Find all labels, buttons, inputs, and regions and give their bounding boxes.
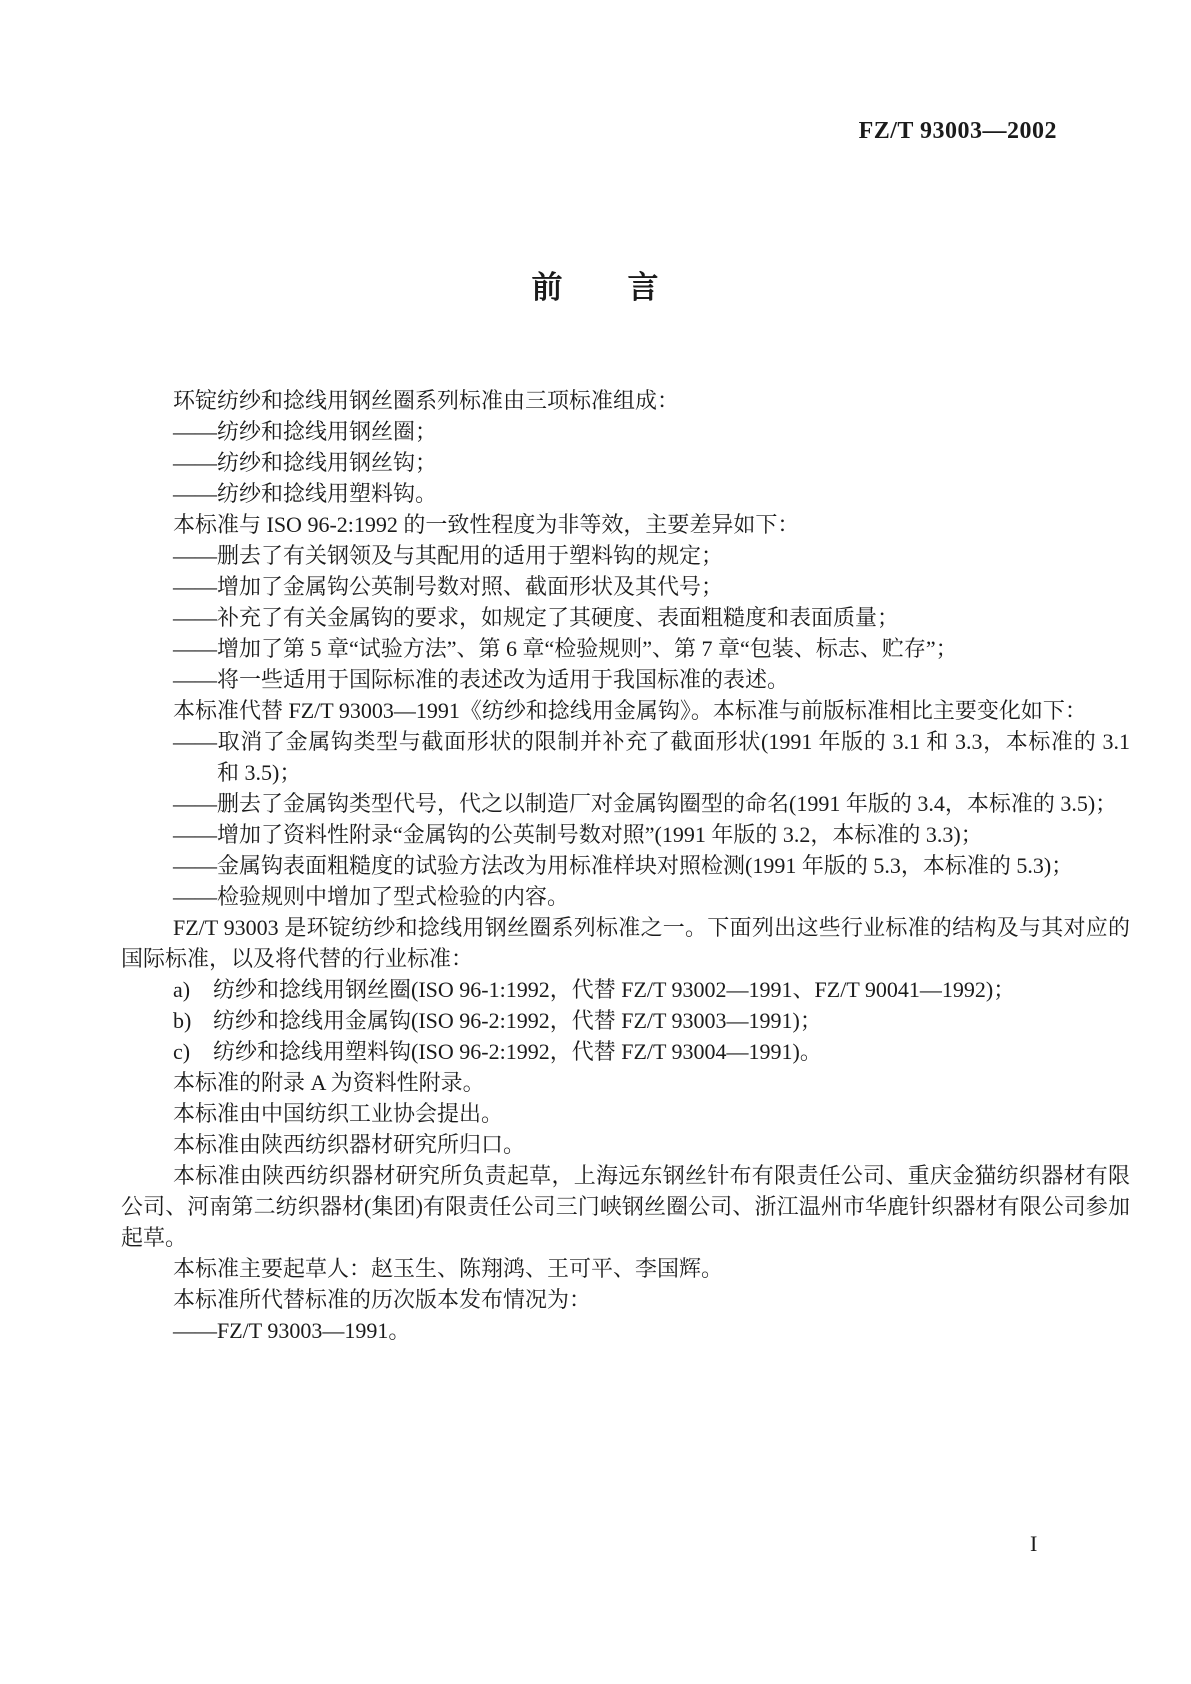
dash-list-item: ——取消了金属钩类型与截面形状的限制并补充了截面形状(1991 年版的 3.1 和 3.3，本标准的 3.1 和 3.5)； [173,729,1130,785]
list-item-label: b) [173,1008,192,1033]
paragraph: 本标准主要起草人：赵玉生、陈翔鸿、王可平、李国辉。 [173,1256,724,1281]
page-number: I [1030,1531,1038,1556]
standard-code-header: FZ/T 93003—2002 [858,118,1057,144]
paragraph: 本标准由陕西纺织器材研究所归口。 [173,1132,526,1157]
list-item-label: c) [173,1039,191,1064]
lettered-list-item [121,1005,1130,1036]
dash-list-item: ——增加了金属钩公英制号数对照、截面形状及其代号； [173,574,724,599]
list-item-text: 纺纱和捻线用金属钩(ISO 96-2:1992，代替 FZ/T 93003—1991)； [213,1008,822,1033]
dash-list-item: ——金属钩表面粗糙度的试验方法改为用标准样块对照检测(1991 年版的 5.3，本标准的 5.3)； [173,853,1074,878]
paragraph: 本标准由陕西纺织器材研究所负责起草，上海远东钢丝针布有限责任公司、重庆金猫纺织器材有限公司、河南第二纺织器材(集团)有限责任公司三门峡钢丝圈公司、浙江温州市华鹿针织器材有限公司参加起草。 [121,1163,1130,1250]
paragraph: FZ/T 93003 是环锭纺纱和捻线用钢丝圈系列标准之一。下面列出这些行业标准的结构及与其对应的国际标准，以及将代替的行业标准： [121,915,1130,971]
dash-list-item: ——补充了有关金属钩的要求，如规定了其硬度、表面粗糙度和表面质量； [173,605,900,630]
paragraph: 本标准所代替标准的历次版本发布情况为： [173,1287,592,1312]
dash-list-item: ——删去了有关钢领及与其配用的适用于塑料钩的规定； [173,543,724,568]
dash-list-item: ——删去了金属钩类型代号，代之以制造厂对金属钩圈型的命名(1991 年版的 3.4，本标准的 3.5)； [173,791,1118,816]
lettered-list-item [121,1036,1130,1067]
list-item-text: 纺纱和捻线用塑料钩(ISO 96-2:1992，代替 FZ/T 93004—1991)。 [213,1039,822,1064]
dash-list-item: ——FZ/T 93003—1991。 [173,1318,411,1343]
list-item-text: 纺纱和捻线用钢丝圈(ISO 96-1:1992，代替 FZ/T 93002—1991、FZ/T 90041—1992)； [213,977,1016,1002]
dash-list-item: ——纺纱和捻线用钢丝钩； [173,450,438,475]
lettered-list-item [121,974,1130,1005]
dash-list-item: ——将一些适用于国际标准的表述改为适用于我国标准的表述。 [173,667,790,692]
dash-list-item: ——检验规则中增加了型式检验的内容。 [173,884,570,909]
paragraph: 本标准由中国纺织工业协会提出。 [173,1101,504,1126]
foreword-paragraphs [121,385,1130,1346]
dash-list-item: ——纺纱和捻线用钢丝圈； [173,419,438,444]
paragraph: 本标准与 ISO 96-2:1992 的一致性程度为非等效，主要差异如下： [173,512,800,537]
paragraph: 本标准的附录 A 为资料性附录。 [173,1070,485,1095]
dash-list-item: ——增加了资料性附录“金属钩的公英制号数对照”(1991 年版的 3.2，本标准的 3.3)； [173,822,983,847]
paragraph: 环锭纺纱和捻线用钢丝圈系列标准由三项标准组成： [173,388,680,413]
paragraph: 本标准代替 FZ/T 93003—1991《纺纱和捻线用金属钩》。本标准与前版标准相比主要变化如下： [173,698,1087,723]
document-title: 前 言 [531,270,660,305]
dash-list-item: ——增加了第 5 章“试验方法”、第 6 章“检验规则”、第 7 章“包装、标志、贮存”； [173,636,958,661]
list-item-label: a) [173,977,191,1002]
dash-list-item: ——纺纱和捻线用塑料钩。 [173,481,438,506]
